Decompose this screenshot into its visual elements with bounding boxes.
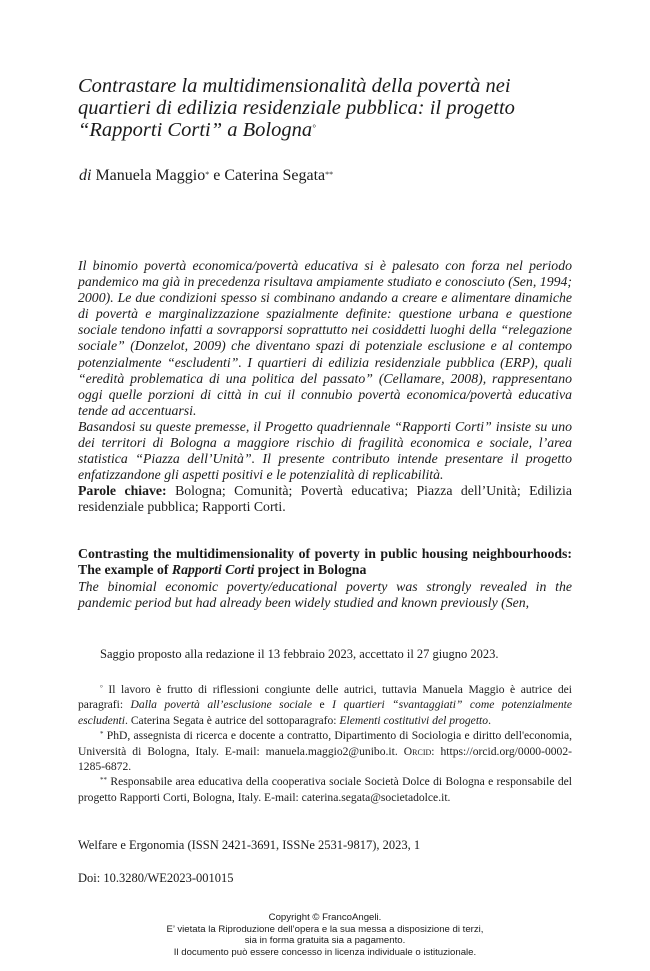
footnote-0-mark: ° bbox=[100, 684, 103, 692]
title-line-2: quartieri di edilizia residenziale pubblica: il progetto bbox=[78, 97, 515, 119]
title-line-3-text: “Rapporti Corti” a Bologna bbox=[78, 119, 313, 141]
footnotes bbox=[78, 682, 572, 805]
copyright-notice bbox=[100, 912, 550, 958]
keywords bbox=[78, 483, 572, 515]
abstract-italian bbox=[78, 258, 572, 516]
footnote-1-orcid: : https://orcid.org/0000-0002-1285-6872. bbox=[78, 744, 573, 774]
copyright-line-2: E’ vietata la Riproduzione dell’opera e la sua messa a disposizione di terzi, bbox=[166, 923, 484, 935]
footnote-2 bbox=[78, 774, 572, 805]
author-1-mark: * bbox=[205, 170, 210, 179]
footnote-0-italic-2: I quartieri “svantaggiati” come potenzialmente escludenti bbox=[78, 698, 572, 727]
english-title bbox=[78, 546, 572, 578]
keywords-list: Bologna; Comunità; Povertà educativa; Piazza dell’Unità; Edilizia residenziale pubblica; Rapporti Corti. bbox=[78, 483, 573, 515]
copyright-line-3: sia in forma gratuita sia a pagamento. bbox=[244, 935, 406, 947]
footnote-0-text-c: . Caterina Segata è autrice del sottoparagrafo: bbox=[125, 713, 337, 727]
submission-note: Saggio proposto alla redazione il 13 febbraio 2023, accettato il 27 giugno 2023. bbox=[100, 647, 499, 661]
english-title-part-2: project in Bologna bbox=[257, 562, 367, 578]
footnote-1 bbox=[78, 728, 572, 774]
footnote-1-text: PhD, assegnista di ricerca e docente a contratto, Dipartimento di Sociologia e diritto dell'economia, Università di Bologna, Italy. E-mail: manuela.maggio2@unibo.it. bbox=[78, 729, 572, 758]
footnote-0-text-b: e bbox=[319, 698, 325, 712]
footnote-1-orcid-label: Orcid bbox=[403, 744, 432, 758]
title-line-1: Contrastare la multidimensionalità della povertà nei bbox=[78, 75, 511, 97]
doi: Doi: 10.3280/WE2023-001015 bbox=[78, 871, 234, 885]
footnote-2-text: Responsabile area educativa della cooperativa sociale Società Dolce di Bologna e responsabile del progetto Rapporti Corti, Bologna, Italy. E-mail: caterina.segata@societadolce.it. bbox=[78, 775, 572, 804]
abstract-paragraph-1: Il binomio povertà economica/povertà educativa si è palesato con forza nel periodo pandemico ma già in precedenza risultava ampiamente studiato e conosciuto (Sen, 1994; 2000). Le due condizioni spesso si combinano andando a creare e alimentare dinamiche di povertà e marginalizzazione spazialmente definite: questione urbana e questione sociale tendono infatti a sovrapporsi soprattutto nei cosiddetti luoghi della “relegazione sociale” (Donzelot, 2009) che diventano spazi di potenziale esclusione e al contempo potenzialmente “escludenti”. I quartieri di edilizia residenziale pubblica (ERP), quali “eredità problematica di una politica del passato” (Cellamare, 2008), rappresentano oggi quelle porzioni di città in cui il connubio povertà economica/povertà educativa tende ad accentuarsi. bbox=[78, 258, 572, 418]
footnote-0-text-a: Il lavoro è frutto di riflessioni congiunte delle autrici, tuttavia Manuela Maggio è autrice dei paragrafi: bbox=[78, 683, 572, 712]
footnote-0-text-d: . bbox=[488, 713, 491, 727]
author-2-mark: ** bbox=[325, 170, 334, 179]
copyright-line-4: Il documento può essere concesso in licenza individuale o istituzionale. bbox=[173, 946, 477, 958]
article-title bbox=[78, 75, 598, 141]
footnote-2-mark: ** bbox=[100, 776, 107, 785]
english-abstract: The binomial economic poverty/educational poverty was strongly revealed in the pandemic period but had already been widely studied and known previously (Sen, bbox=[78, 579, 572, 611]
footnote-0 bbox=[78, 682, 572, 728]
keywords-label: Parole chiave: bbox=[78, 483, 167, 499]
author-prefix: di bbox=[79, 167, 92, 184]
footnote-1-mark: * bbox=[100, 730, 104, 739]
author-conjunction: e bbox=[213, 167, 221, 184]
author-2: Caterina Segata bbox=[224, 167, 326, 184]
author-1: Manuela Maggio bbox=[95, 167, 206, 184]
english-title-part-1: Contrasting the multidimensionality of poverty in public housing neighbourhoods: The example of bbox=[78, 546, 572, 578]
copyright-line-1: Copyright © FrancoAngeli. bbox=[268, 912, 382, 923]
author-line bbox=[79, 166, 333, 186]
title-footnote-mark: ° bbox=[312, 123, 316, 133]
abstract-paragraph-2: Basandosi su queste premesse, il Progetto quadriennale “Rapporti Corti” insiste su uno dei territori di Bologna a maggiore rischio di fragilità economica e sociale, l’area statistica “Piazza dell’Unità”. Il presente contributo intende presentare il progetto enfatizzandone gli aspetti positivi e le potenzialità di replicabilità. bbox=[78, 418, 572, 483]
footnote-0-italic-3: Elementi costitutivi del progetto bbox=[339, 713, 489, 727]
english-title-italic: Rapporti Corti bbox=[171, 562, 255, 578]
journal-info: Welfare e Ergonomia (ISSN 2421-3691, ISSNe 2531-9817), 2023, 1 bbox=[78, 838, 421, 852]
title-line-3 bbox=[78, 119, 598, 141]
footnote-0-italic-1: Dalla povertà all’esclusione sociale bbox=[130, 698, 313, 712]
